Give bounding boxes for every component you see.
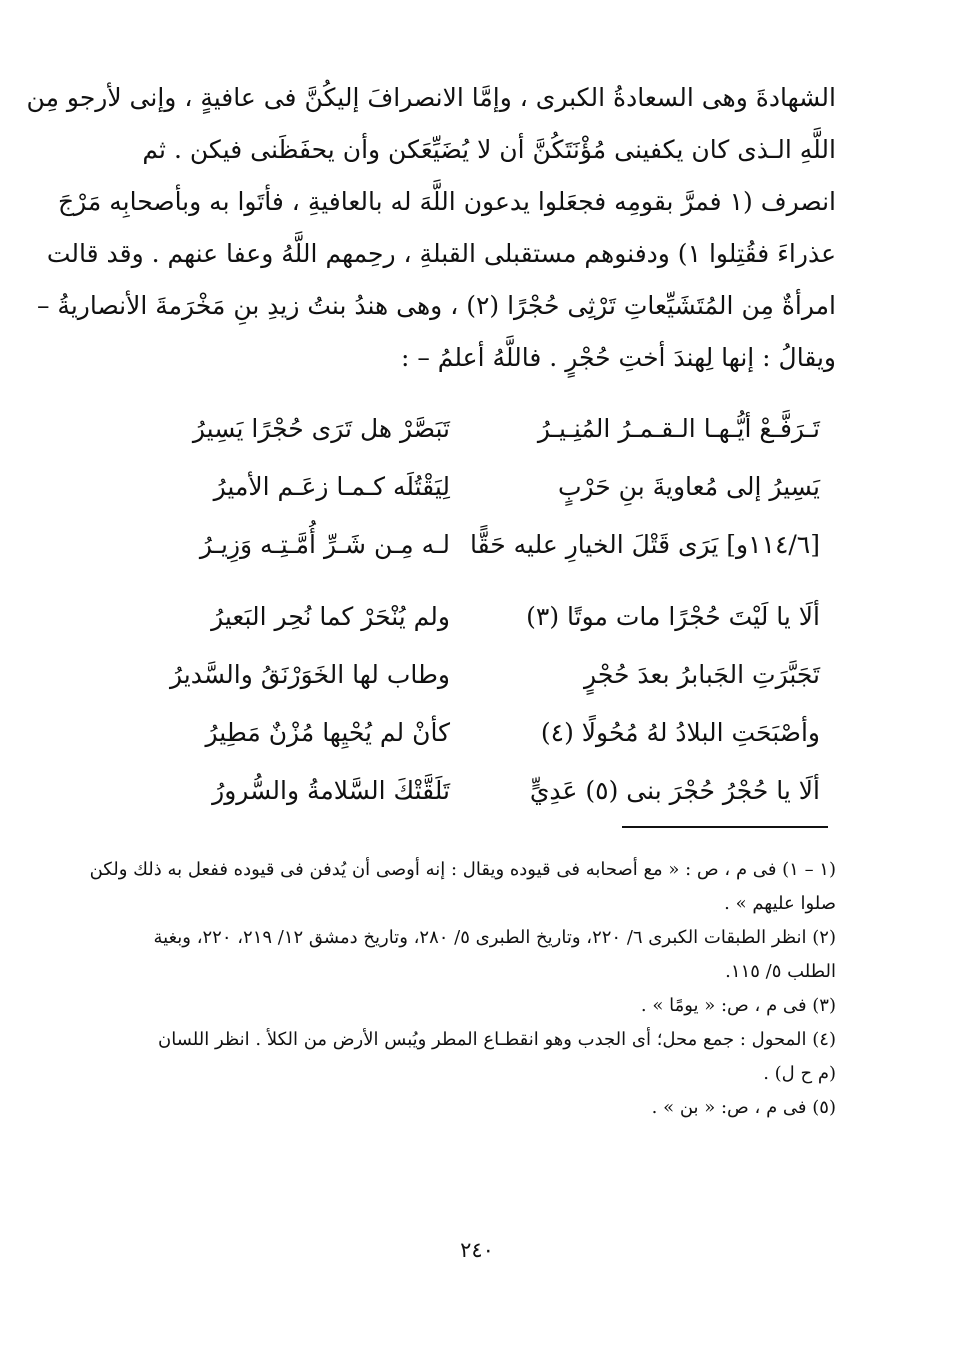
poem-verse [150, 588, 820, 646]
verse-second-hemistich: تَلَقَّتْكَ السَّلامةُ والسُّرورُ [212, 776, 450, 805]
verse-first-hemistich: ألَا يا حُجْرُ حُجْرَ بنى (٥) عَدِيٍّ [529, 776, 820, 805]
poem-verse [150, 516, 820, 574]
verse-first-hemistich: وأصْبَحَتِ البلادُ لهُ مُحُولًا (٤) [540, 718, 820, 747]
verse-second-hemistich: لـه مِـن شَـرِّ أُمَّـتِـه وَزِيـرُ [199, 530, 450, 559]
verse-first-hemistich: يَسِيرُ إلى مُعاويةَ بنِ حَرْبٍ [557, 472, 820, 501]
verse-second-hemistich: لِيَقْتُلَه كـمـا زعَـم الأميرُ [213, 472, 450, 501]
verse-first-hemistich: [١١٤/٦و] يَرَى قَتْلَ الخيارِ عليه حَقًّا [469, 530, 820, 559]
verse-first-hemistich: تَجَبَّرَتِ الجَبابرُ بعدَ حُجْرٍ [584, 660, 820, 689]
poem-verse [150, 400, 820, 458]
footnote-line: الطلب ٥/ ١١٥. [725, 961, 836, 982]
footnotes-block [89, 853, 836, 1125]
poem-verse [150, 704, 820, 762]
poem-verse [150, 458, 820, 516]
poem-verse [150, 762, 820, 820]
poem-verse [150, 646, 820, 704]
footnote-separator [622, 826, 828, 828]
verse-second-hemistich: ولم يُنْحَرْ كما نُحِر البَعيرُ [211, 602, 450, 631]
prose-line: انصرف (١ فمرَّ بقومِه فجعَلوا يدعون اللَّهَ له بالعافيةِ ، فأتَوا به وبأصحابِه مَرْجَ [57, 187, 836, 216]
prose-line: عذراءَ فقُتِلوا ١) ودفنوهم مستقبلى القبلةِ ، رحِمهم اللَّهُ وعفا عنهم . وقد قالت [46, 239, 836, 268]
footnote-line: صلوا عليهم » . [724, 893, 836, 914]
verse-second-hemistich: تَبَصَّرْ هل تَرَى حُجْرًا يَسِيرُ [192, 414, 450, 443]
footnote-line: (٥) فى م ، ص: « بن » . [651, 1097, 836, 1118]
prose-line: ويقالُ : إنها لِهندَ أختِ حُجْرٍ . فاللَّهُ أعلمُ – : [400, 343, 836, 372]
prose-line: اللَّهِ الـذى كان يكفينى مُؤْنَتَكُنَّ أن لا يُضَيِّعَكن وأن يحفَظَنى فيكن . ثم [142, 135, 836, 164]
prose-block [26, 72, 836, 384]
footnote-line: (٤) المحول : جمع محل؛ أى الجدب وهو انقطـاع المطر ويُبس الأرض من الكلأ . انظر اللسان [158, 1029, 836, 1050]
footnote-line: (٢) انظر الطبقات الكبرى ٦/ ٢٢٠، وتاريخ الطبرى ٥/ ٢٨٠، وتاريخ دمشق ١٢/ ٢١٩، ٢٢٠، وبغية [153, 927, 836, 948]
prose-line: الشهادةَ وهى السعادةُ الكبرى ، وإمَّا الانصرافَ إليكُنَّ فى عافيةٍ ، وإنى لأرجو مِن [26, 83, 836, 112]
poem-block [150, 400, 820, 820]
verse-second-hemistich: كأنْ لم يُحْيِها مُزْنٌ مَطِيرُ [205, 718, 450, 747]
verse-second-hemistich: وطاب لها الخَوَرْنَقُ والسَّديرُ [169, 660, 450, 689]
footnote-line: (٣) فى م ، ص: « يومًا » . [640, 995, 836, 1016]
footnote-line: (١ – ١) فى م ، ص : « مع أصحابه فى قيوده ويقال : إنه أوصى أن يُدفن فى قيوده ففعل به ذلك ولكن [89, 859, 836, 880]
footnote-line: (م ح ل) . [763, 1063, 836, 1084]
verse-first-hemistich: ألَا يا لَيْتَ حُجْرًا مات موتًا (٣) [526, 602, 820, 631]
prose-line: امرأةٌ مِن المُتَشَيِّعاتِ تَرْثِى حُجْرًا (٢) ، وهى هندُ بنتُ زيدِ بنِ مَخْرَمةَ الأنصاريةُ – [36, 291, 836, 320]
page-number: ٢٤٠ [460, 1238, 494, 1262]
verse-first-hemistich: تَـرَفَّـعْ أيُّـهـا الـقـمـرُ المُنِـيـرُ [537, 414, 820, 443]
